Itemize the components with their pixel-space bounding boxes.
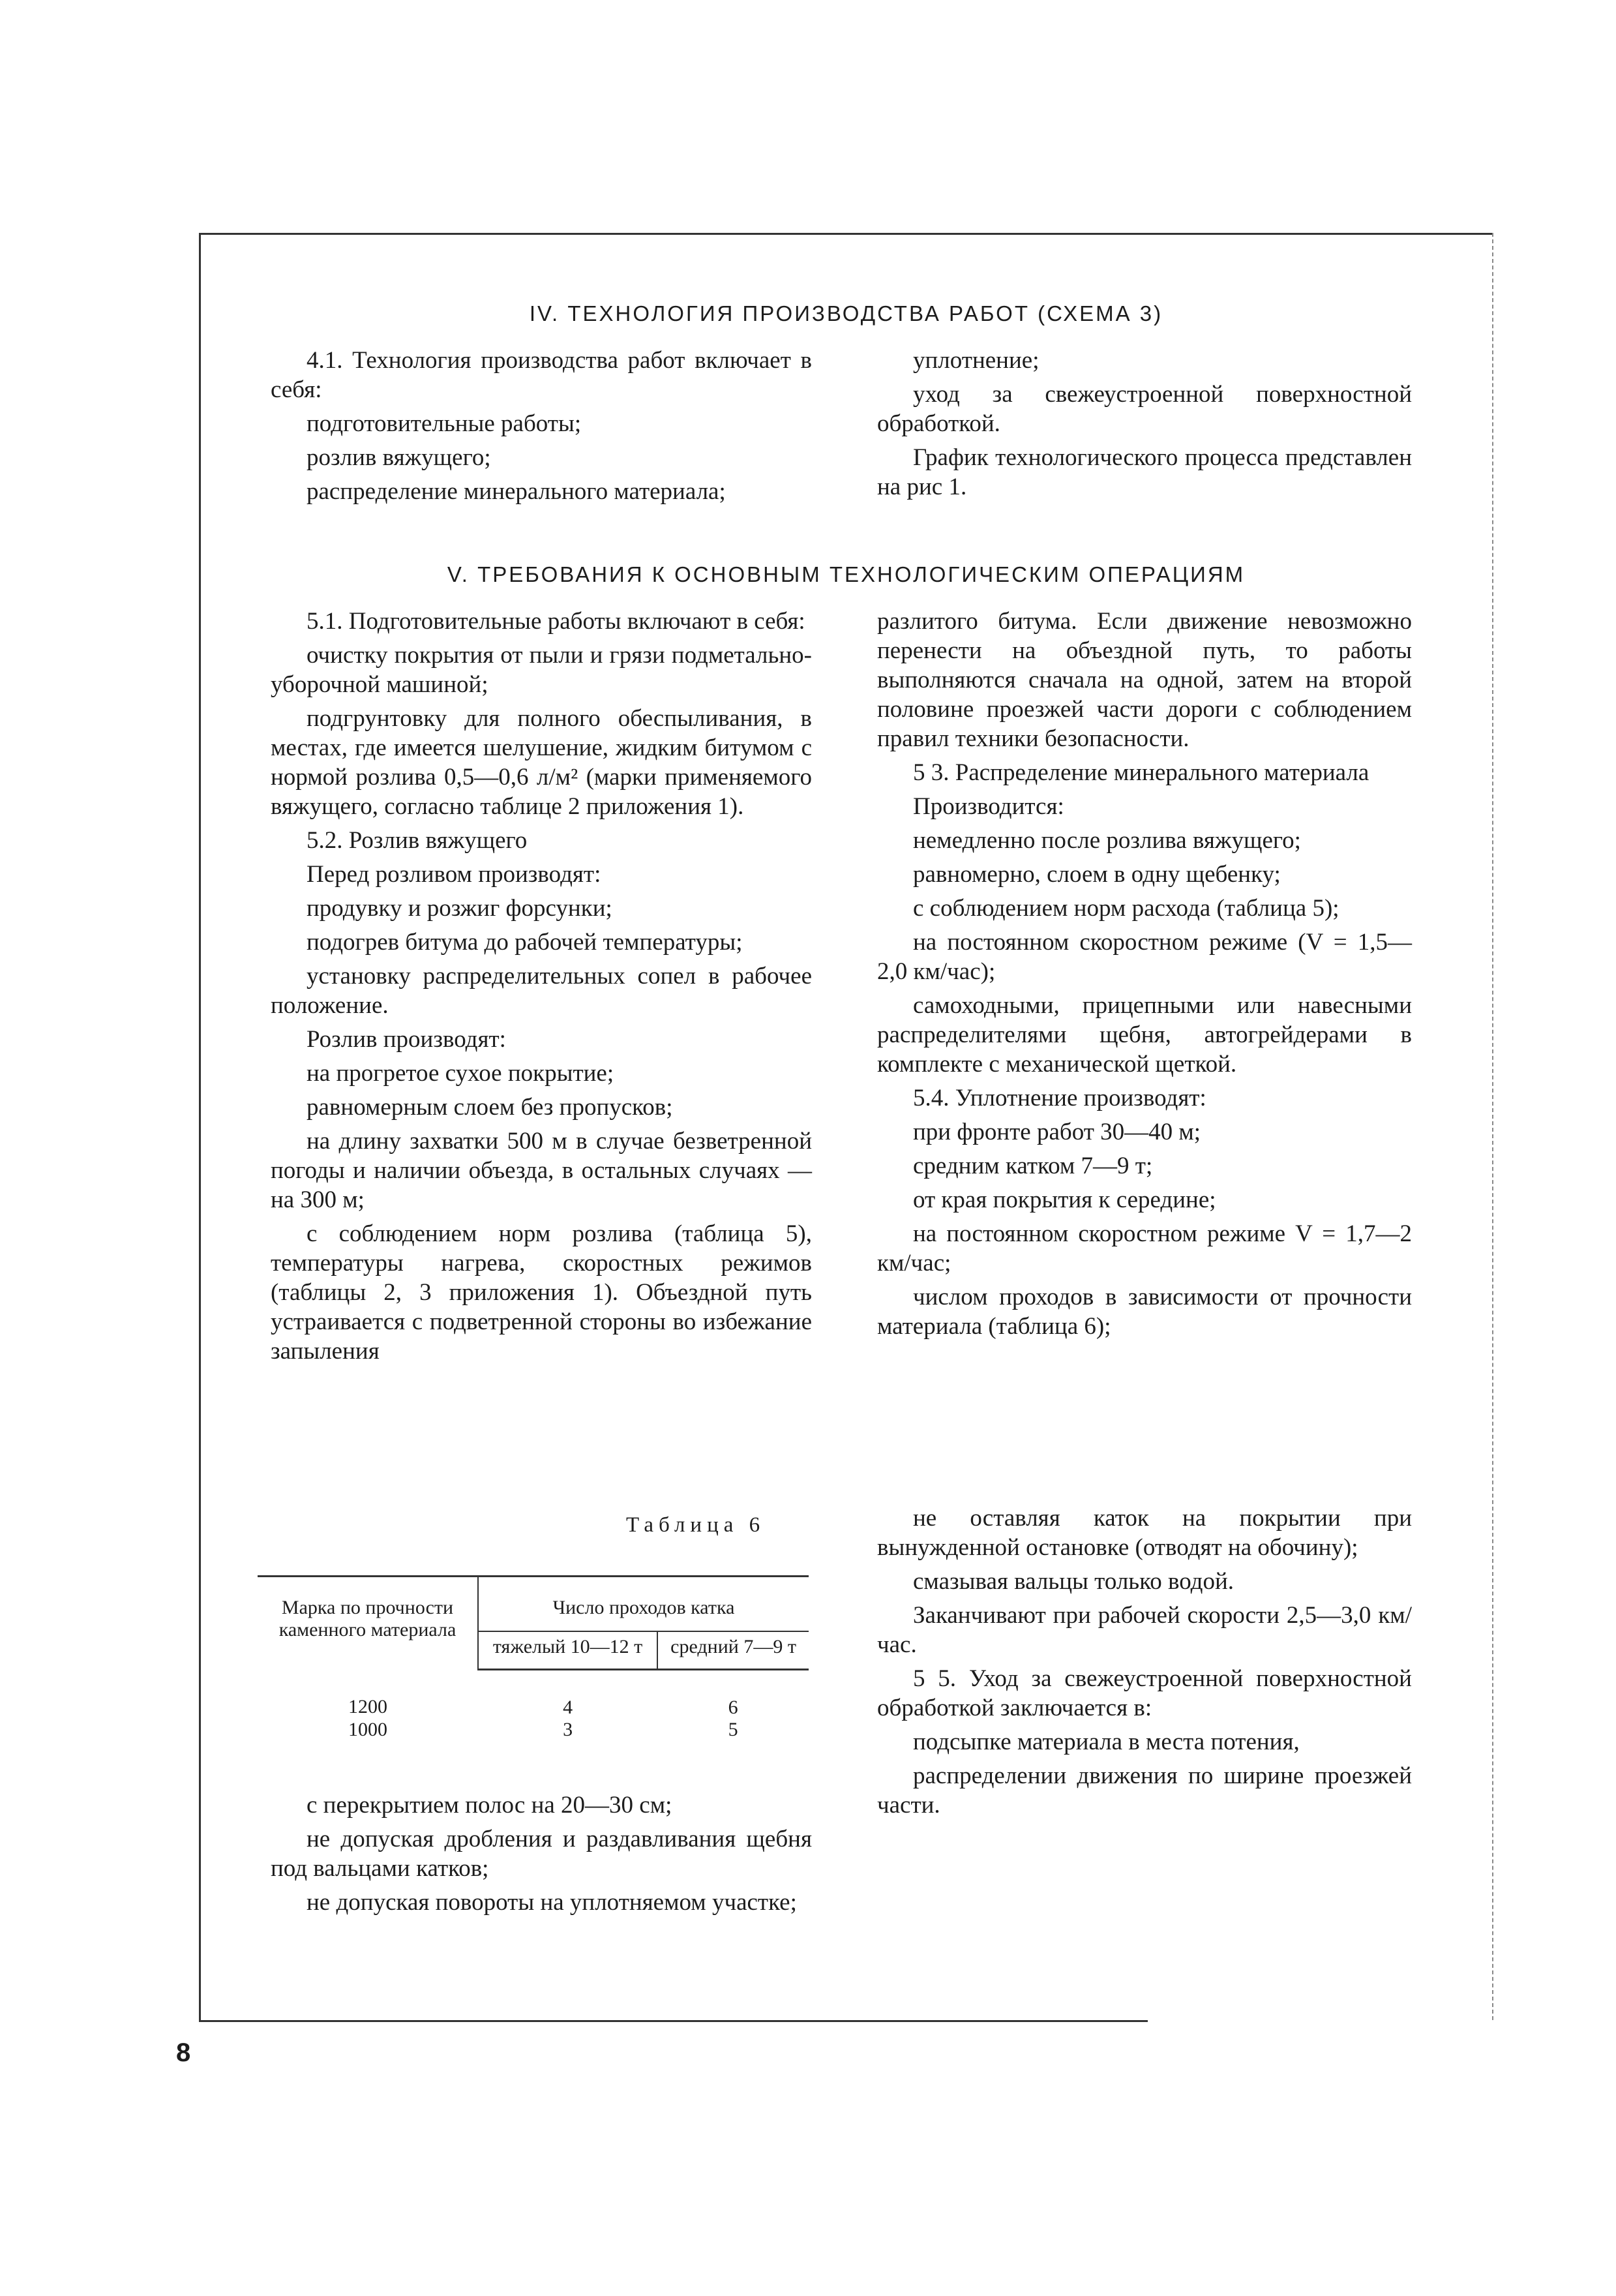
page-number: 8: [176, 2038, 191, 2067]
list-item: с соблюдением норм расхода (таблица 5);: [913, 895, 1339, 922]
table6-group-header: Число проходов катка: [478, 1577, 809, 1632]
table-cell: 1200: [348, 1695, 387, 1717]
table-row: [258, 1719, 809, 1741]
paragraph: Производится:: [913, 793, 1064, 820]
paragraph: Розлив производят:: [307, 1026, 506, 1053]
list-item: числом проходов в зависимости от прочности материала (таблица 6);: [877, 1284, 1412, 1340]
subsection-heading: 5 3. Распределение минерального материала: [913, 759, 1369, 786]
section4-left-column: [271, 346, 812, 511]
list-item: распределении движения по ширине проезжей части.: [877, 1762, 1412, 1819]
section4-right-column: [877, 346, 1412, 506]
page-frame-left: [199, 233, 201, 2020]
list-item: не оставляя каток на покрытии при вынужденной остановке (отводят на обочину);: [877, 1505, 1412, 1561]
list-item: смазывая вальцы только водой.: [913, 1568, 1234, 1595]
subsection-heading: 5.1. Подготовительные работы включают в себя:: [307, 608, 805, 635]
list-item: не допуская повороты на уплотняемом участке;: [307, 1889, 797, 1916]
list-item: самоходными, прицепными или навесными распределителями щебня, автогрейдерами в комплекте с механической щеткой.: [877, 992, 1412, 1078]
list-item: на прогретое сухое покрытие;: [307, 1060, 614, 1087]
section5-right-column: [877, 607, 1412, 1346]
subsection-heading: 5.4. Уплотнение производят:: [913, 1085, 1206, 1111]
list-item: на длину захватки 500 м в случае безветренной погоды и наличии объезда, в остальных случаях — на 300 м;: [271, 1128, 812, 1213]
list-item: равномерно, слоем в одну щебенку;: [913, 861, 1281, 888]
list-item: розлив вяжущего;: [307, 444, 491, 471]
list-item: установку распределительных сопел в рабочее положение.: [271, 963, 812, 1019]
page-frame-bottom: [199, 2020, 1148, 2022]
list-item: равномерным слоем без пропусков;: [307, 1094, 673, 1121]
bottom-left-column: [271, 1790, 812, 1922]
table-row: [258, 1670, 809, 1719]
list-item: уплотнение;: [913, 347, 1040, 374]
subsection-heading: 5 5. Уход за свежеустроенной поверхностной обработкой заключается в:: [877, 1665, 1412, 1721]
list-item: при фронте работ 30—40 м;: [913, 1119, 1201, 1145]
paragraph: Заканчивают при рабочей скорости 2,5—3,0 км/час.: [877, 1602, 1412, 1658]
table6-caption: Таблица 6: [626, 1513, 766, 1537]
section5-left-column: [271, 607, 812, 1370]
list-item: не допуская дробления и раздавливания щебня под вальцами катков;: [271, 1826, 812, 1882]
paragraph: Перед розливом производят:: [307, 861, 601, 888]
list-item: подгрунтовку для полного обеспыливания, в местах, где имеется шелушение, жидким битумом с нормой розлива 0,5—0,6 л/м² (марки применяемого вяжущего, согласно таблице 2 приложения 1).: [271, 705, 812, 820]
list-item: на постоянном скоростном режиме (V = 1,5—2,0 км/час);: [877, 929, 1412, 985]
list-item: от края покрытия к середине;: [913, 1186, 1216, 1213]
paragraph: 4.1. Технология производства работ включает в себя:: [271, 347, 812, 403]
subsection-heading: 5.2. Розлив вяжущего: [307, 827, 528, 854]
paragraph-continued: разлитого битума. Если движение невозможно перенести на объездной путь, то работы выполняются сначала на одной, затем на второй половине проезжей части дороги с соблюдением правил техники безопасности.: [877, 608, 1412, 752]
list-item: очистку покрытия от пыли и грязи подметально-уборочной машиной;: [271, 642, 812, 698]
list-item: средним катком 7—9 т;: [913, 1153, 1153, 1179]
list-item: с соблюдением норм розлива (таблица 5), температуры нагрева, скоростных режимов (таблицы 2, 3 приложения 1). Объездной путь устраивается с подветренной стороны во избежание запыления: [271, 1220, 812, 1365]
page-frame-top: [199, 233, 1493, 235]
list-item: продувку и розжиг форсунки;: [307, 895, 612, 922]
table6-subheader-medium: средний 7—9 т: [657, 1631, 809, 1670]
table-cell: 5: [728, 1719, 738, 1740]
table6-subheader-heavy: тяжелый 10—12 т: [478, 1631, 657, 1670]
section4-heading: IV. ТЕХНОЛОГИЯ ПРОИЗВОДСТВА РАБОТ (СХЕМА 3): [529, 301, 1163, 325]
table6-col-header-grade: Марка по прочности каменного материала: [258, 1577, 478, 1670]
list-item: на постоянном скоростном режиме V = 1,7—2 км/час;: [877, 1220, 1412, 1276]
table-cell: 1000: [348, 1719, 387, 1740]
page-frame-right: [1492, 233, 1493, 2020]
list-item: распределение минерального материала;: [307, 478, 726, 505]
table6: [258, 1575, 809, 1741]
list-item: с перекрытием полос на 20—30 см;: [307, 1792, 672, 1819]
list-item: немедленно после розлива вяжущего;: [913, 827, 1301, 854]
bottom-right-column: [877, 1503, 1412, 1824]
list-item: уход за свежеустроенной поверхностной обработкой.: [877, 381, 1412, 437]
list-item: подготовительные работы;: [307, 410, 582, 437]
table-cell: 4: [563, 1697, 573, 1718]
list-item: подсыпке материала в места потения,: [913, 1729, 1300, 1755]
table-cell: 3: [563, 1719, 573, 1740]
paragraph: График технологического процесса представлен на рис 1.: [877, 444, 1412, 500]
list-item: подогрев битума до рабочей температуры;: [307, 929, 743, 956]
table-cell: 6: [728, 1697, 738, 1718]
section5-heading: V. ТРЕБОВАНИЯ К ОСНОВНЫМ ТЕХНОЛОГИЧЕСКИМ ОПЕРАЦИЯМ: [447, 562, 1246, 586]
